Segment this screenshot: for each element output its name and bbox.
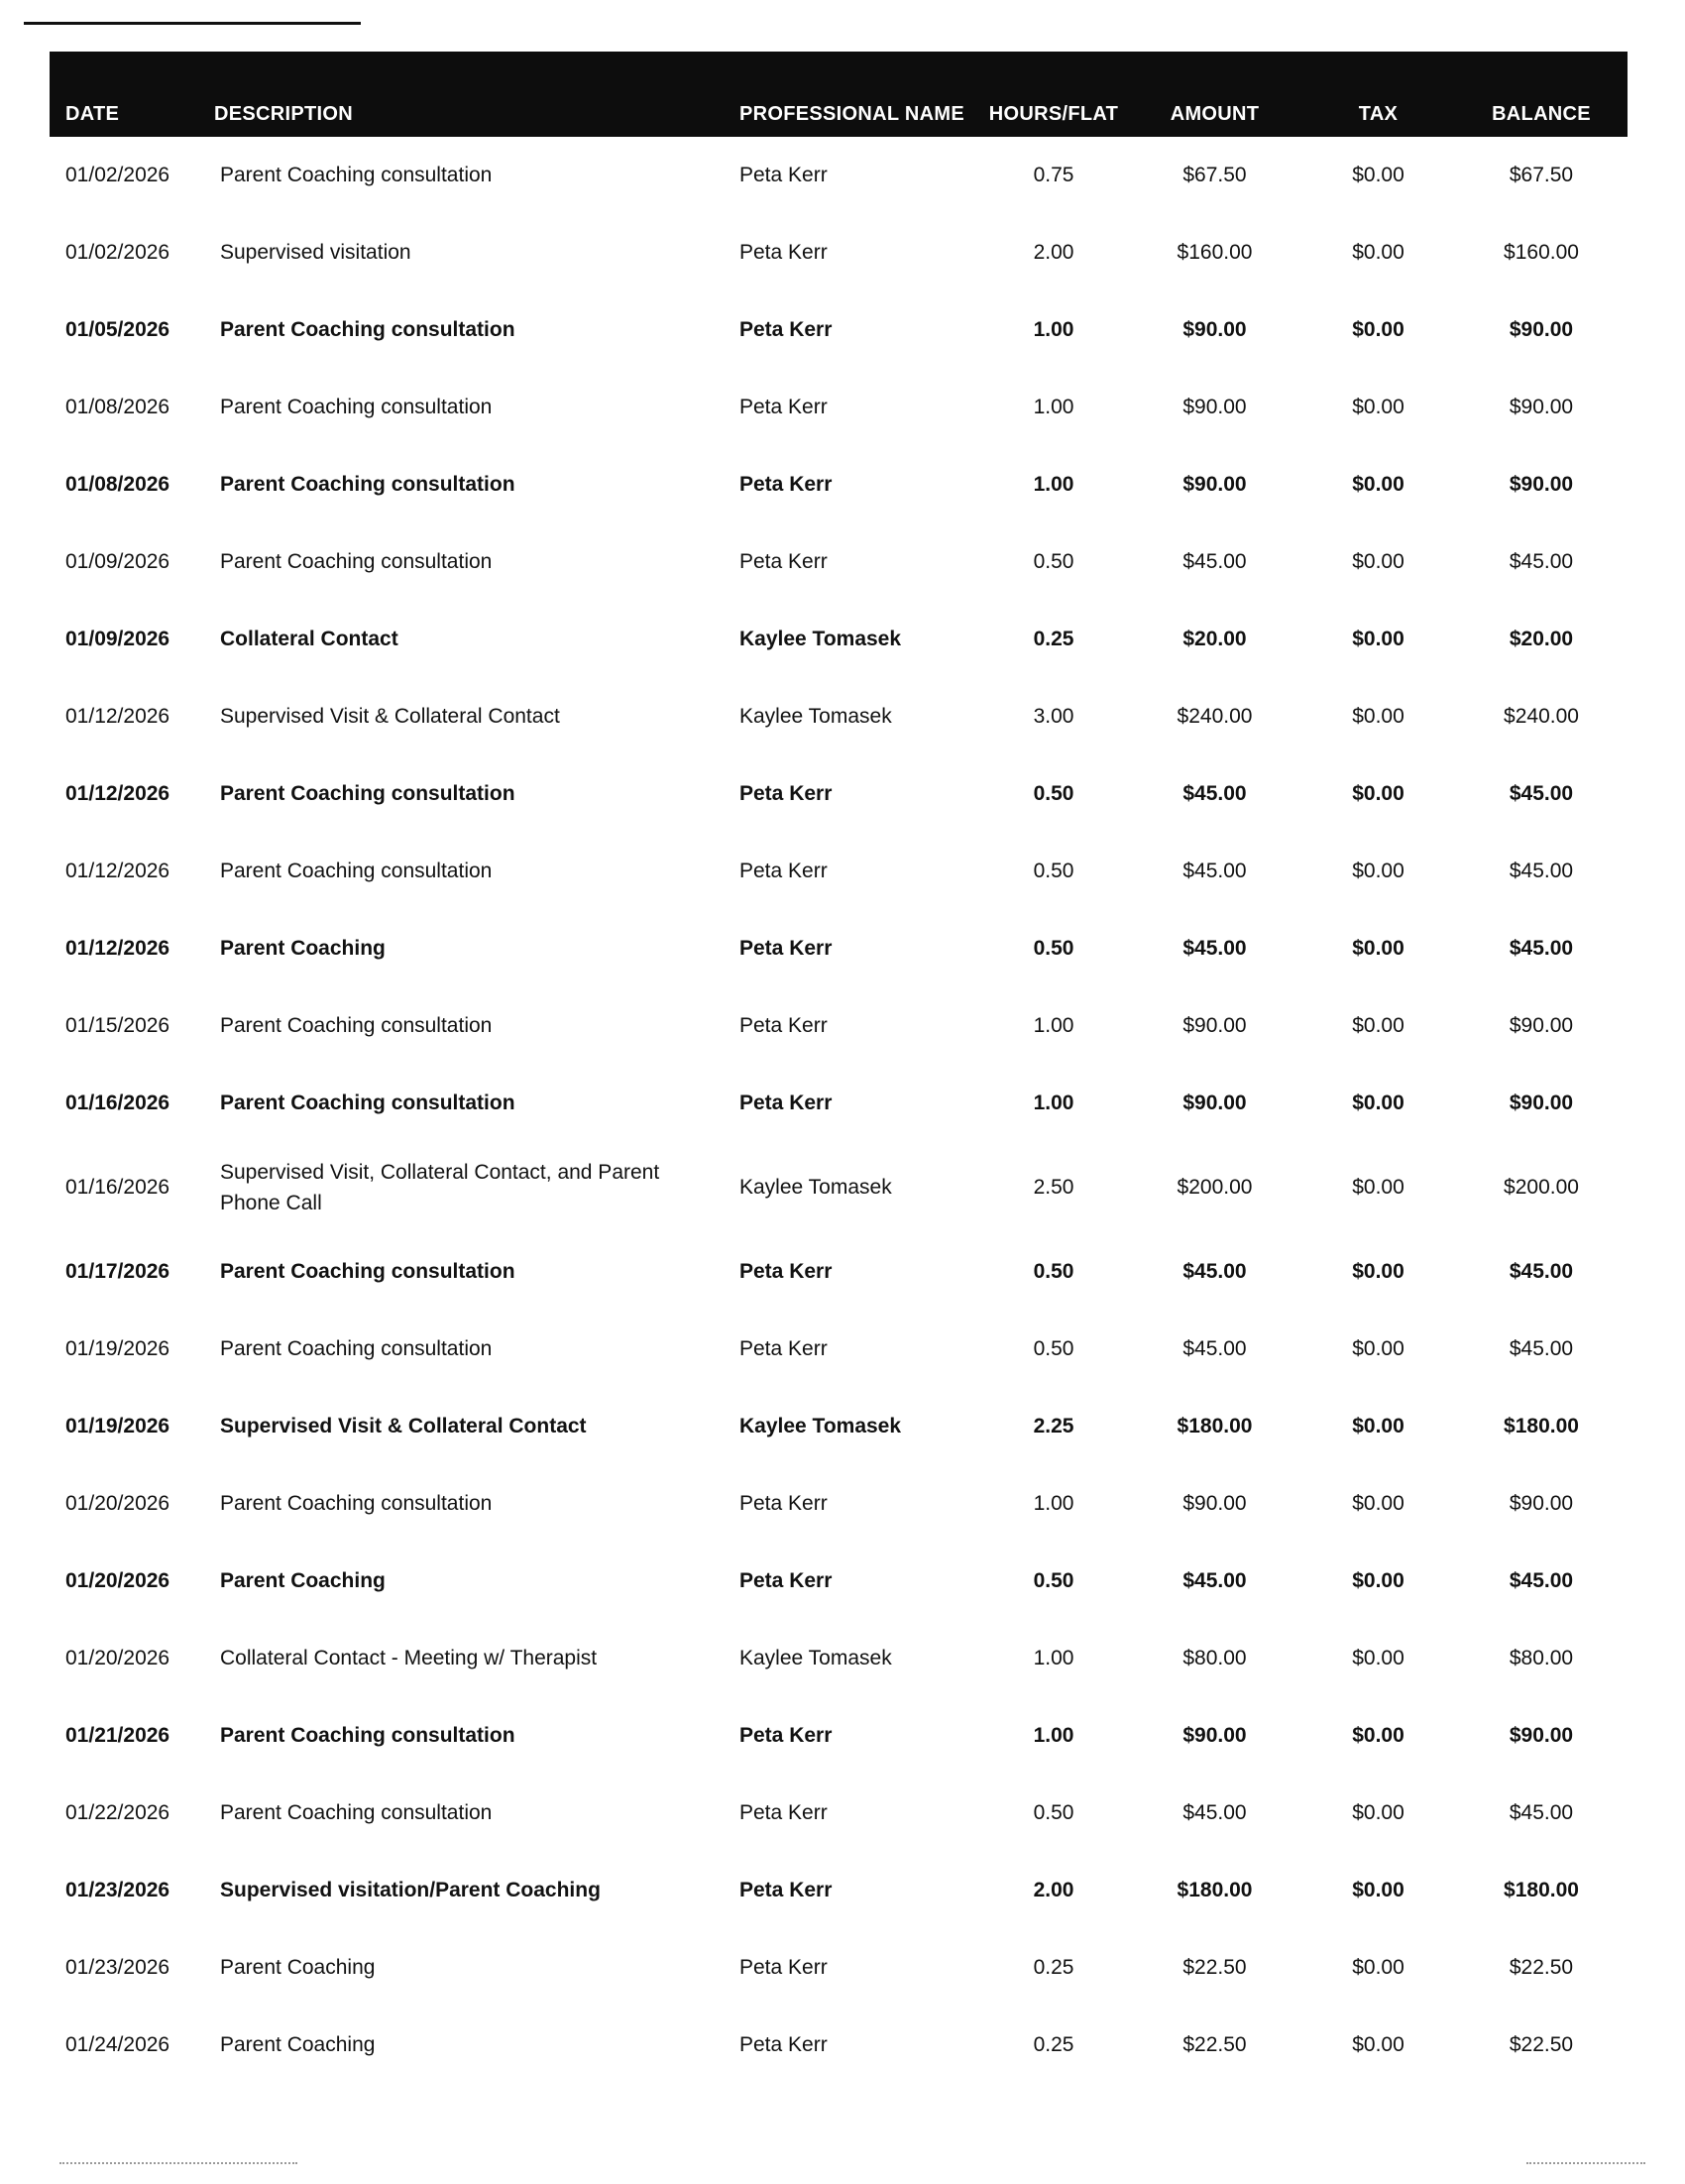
table-row <box>50 446 1628 523</box>
cell-professional-name: Peta Kerr <box>739 1260 833 1284</box>
cell-hours-flat: 0.50 <box>1033 1569 1074 1593</box>
cell-amount: $22.50 <box>1182 1956 1247 1980</box>
cell-amount: $45.00 <box>1182 1337 1247 1361</box>
cell-amount: $90.00 <box>1182 1092 1247 1115</box>
cell-professional-name: Peta Kerr <box>739 1801 828 1825</box>
cell-date: 01/19/2026 <box>65 1415 170 1438</box>
cell-hours-flat: 0.50 <box>1033 1260 1074 1284</box>
cell-balance: $200.00 <box>1504 1176 1579 1200</box>
cell-tax: $0.00 <box>1352 628 1404 651</box>
top-rule <box>24 22 361 25</box>
cell-description: Parent Coaching <box>220 2033 376 2057</box>
cell-tax: $0.00 <box>1352 550 1404 574</box>
cell-description: Parent Coaching <box>220 937 386 961</box>
table-row <box>50 601 1628 678</box>
cell-balance: $22.50 <box>1509 1956 1574 1980</box>
cell-tax: $0.00 <box>1352 1956 1404 1980</box>
table-row <box>50 1543 1628 1620</box>
cell-hours-flat: 1.00 <box>1033 1647 1074 1670</box>
cell-tax: $0.00 <box>1352 705 1404 729</box>
cell-hours-flat: 1.00 <box>1033 318 1074 342</box>
cell-professional-name: Peta Kerr <box>739 1956 828 1980</box>
table-row <box>50 1697 1628 1775</box>
cell-hours-flat: 1.00 <box>1033 1092 1074 1115</box>
cell-tax: $0.00 <box>1352 1260 1404 1284</box>
cell-professional-name: Peta Kerr <box>739 1879 833 1902</box>
cell-date: 01/23/2026 <box>65 1956 170 1980</box>
cell-balance: $45.00 <box>1509 1260 1574 1284</box>
cell-balance: $90.00 <box>1509 1092 1574 1115</box>
cell-amount: $45.00 <box>1182 937 1247 961</box>
cell-professional-name: Kaylee Tomasek <box>739 1176 892 1200</box>
cell-professional-name: Peta Kerr <box>739 860 828 883</box>
cell-date: 01/24/2026 <box>65 2033 170 2057</box>
cell-description: Collateral Contact - Meeting w/ Therapist <box>220 1647 598 1670</box>
cell-description: Parent Coaching consultation <box>220 1092 515 1115</box>
table-row <box>50 1311 1628 1388</box>
table-row <box>50 523 1628 601</box>
cell-balance: $90.00 <box>1509 473 1574 497</box>
cell-tax: $0.00 <box>1352 1176 1404 1200</box>
cell-balance: $45.00 <box>1509 937 1574 961</box>
cell-tax: $0.00 <box>1352 937 1404 961</box>
cell-professional-name: Peta Kerr <box>739 1014 828 1038</box>
cell-tax: $0.00 <box>1352 241 1404 265</box>
cell-tax: $0.00 <box>1352 1337 1404 1361</box>
table-row <box>50 1142 1628 1233</box>
cell-amount: $90.00 <box>1182 396 1247 419</box>
cell-amount: $90.00 <box>1182 1014 1247 1038</box>
cell-amount: $45.00 <box>1182 782 1247 806</box>
cell-hours-flat: 2.25 <box>1033 1415 1074 1438</box>
cell-hours-flat: 2.00 <box>1033 241 1074 265</box>
cell-description: Parent Coaching consultation <box>220 550 493 574</box>
cell-description: Supervised Visit & Collateral Contact <box>220 1415 587 1438</box>
cell-date: 01/16/2026 <box>65 1092 170 1115</box>
cell-date: 01/20/2026 <box>65 1647 170 1670</box>
cell-amount: $180.00 <box>1177 1879 1253 1902</box>
cell-description: Supervised Visit, Collateral Contact, and Parent Phone Call <box>220 1160 660 1214</box>
cell-description: Parent Coaching consultation <box>220 860 493 883</box>
cell-balance: $45.00 <box>1509 1801 1574 1825</box>
cell-description: Parent Coaching consultation <box>220 473 515 497</box>
cell-professional-name: Peta Kerr <box>739 550 828 574</box>
header-amount: AMOUNT <box>1128 52 1301 137</box>
cell-date: 01/22/2026 <box>65 1801 170 1825</box>
cell-tax: $0.00 <box>1352 1492 1404 1516</box>
cell-professional-name: Kaylee Tomasek <box>739 1415 902 1438</box>
cell-description: Supervised visitation <box>220 241 411 265</box>
cell-tax: $0.00 <box>1352 1092 1404 1115</box>
cell-description: Supervised Visit & Collateral Contact <box>220 705 560 729</box>
cell-date: 01/12/2026 <box>65 860 170 883</box>
cell-hours-flat: 0.50 <box>1033 1337 1074 1361</box>
cell-balance: $45.00 <box>1509 1569 1574 1593</box>
cell-amount: $67.50 <box>1182 164 1247 187</box>
cell-description: Parent Coaching consultation <box>220 318 515 342</box>
cell-description: Parent Coaching <box>220 1956 376 1980</box>
table-row <box>50 1775 1628 1852</box>
cell-hours-flat: 0.50 <box>1033 1801 1074 1825</box>
cell-hours-flat: 2.00 <box>1033 1879 1074 1902</box>
cell-balance: $90.00 <box>1509 396 1574 419</box>
cell-amount: $240.00 <box>1177 705 1253 729</box>
cell-balance: $180.00 <box>1504 1879 1579 1902</box>
cell-date: 01/05/2026 <box>65 318 170 342</box>
table-row <box>50 1929 1628 2007</box>
cell-balance: $22.50 <box>1509 2033 1574 2057</box>
header-professional-name: PROFESSIONAL NAME <box>731 52 979 137</box>
table-row <box>50 987 1628 1065</box>
cell-description: Parent Coaching consultation <box>220 164 493 187</box>
cell-hours-flat: 1.00 <box>1033 1492 1074 1516</box>
cell-date: 01/19/2026 <box>65 1337 170 1361</box>
cell-tax: $0.00 <box>1352 1569 1404 1593</box>
cell-description: Parent Coaching consultation <box>220 1260 515 1284</box>
cell-hours-flat: 2.50 <box>1033 1176 1074 1200</box>
cell-description: Parent Coaching consultation <box>220 1337 493 1361</box>
table-row <box>50 1852 1628 1929</box>
cell-date: 01/21/2026 <box>65 1724 170 1748</box>
cell-tax: $0.00 <box>1352 1647 1404 1670</box>
header-hours-flat: HOURS/FLAT <box>979 52 1128 137</box>
cell-professional-name: Peta Kerr <box>739 2033 828 2057</box>
table-row <box>50 678 1628 755</box>
cell-date: 01/17/2026 <box>65 1260 170 1284</box>
header-date: DATE <box>50 52 206 137</box>
cell-tax: $0.00 <box>1352 396 1404 419</box>
cell-tax: $0.00 <box>1352 782 1404 806</box>
cell-description: Parent Coaching consultation <box>220 1801 493 1825</box>
cell-hours-flat: 0.25 <box>1033 2033 1074 2057</box>
cell-description: Collateral Contact <box>220 628 398 651</box>
cell-hours-flat: 0.50 <box>1033 782 1074 806</box>
table-row <box>50 2007 1628 2084</box>
cell-tax: $0.00 <box>1352 2033 1404 2057</box>
cell-amount: $200.00 <box>1177 1176 1253 1200</box>
cell-date: 01/20/2026 <box>65 1569 170 1593</box>
cell-amount: $90.00 <box>1182 1492 1247 1516</box>
cell-professional-name: Peta Kerr <box>739 1724 833 1748</box>
cell-balance: $45.00 <box>1509 782 1574 806</box>
cell-hours-flat: 0.25 <box>1033 628 1074 651</box>
cell-amount: $22.50 <box>1182 2033 1247 2057</box>
cell-tax: $0.00 <box>1352 318 1404 342</box>
cell-tax: $0.00 <box>1352 860 1404 883</box>
cell-description: Parent Coaching consultation <box>220 1724 515 1748</box>
cell-amount: $180.00 <box>1177 1415 1253 1438</box>
cell-amount: $90.00 <box>1182 318 1247 342</box>
cell-amount: $90.00 <box>1182 473 1247 497</box>
cell-hours-flat: 0.50 <box>1033 937 1074 961</box>
cell-professional-name: Peta Kerr <box>739 473 833 497</box>
cell-amount: $45.00 <box>1182 1569 1247 1593</box>
cell-professional-name: Peta Kerr <box>739 1569 833 1593</box>
table-row <box>50 833 1628 910</box>
table-row <box>50 1065 1628 1142</box>
cell-balance: $45.00 <box>1509 1337 1574 1361</box>
header-row <box>50 52 1628 137</box>
cell-description: Parent Coaching consultation <box>220 782 515 806</box>
cell-tax: $0.00 <box>1352 473 1404 497</box>
cell-balance: $80.00 <box>1509 1647 1574 1670</box>
header-description: DESCRIPTION <box>206 52 731 137</box>
table-row <box>50 214 1628 291</box>
cell-professional-name: Peta Kerr <box>739 937 833 961</box>
cell-hours-flat: 1.00 <box>1033 473 1074 497</box>
cell-professional-name: Peta Kerr <box>739 1092 833 1115</box>
cell-hours-flat: 3.00 <box>1033 705 1074 729</box>
table-row <box>50 755 1628 833</box>
cell-balance: $90.00 <box>1509 1492 1574 1516</box>
cell-amount: $80.00 <box>1182 1647 1247 1670</box>
cell-date: 01/16/2026 <box>65 1176 170 1200</box>
cell-professional-name: Peta Kerr <box>739 241 828 265</box>
cell-description: Supervised visitation/Parent Coaching <box>220 1879 601 1902</box>
cell-description: Parent Coaching consultation <box>220 1014 493 1038</box>
cell-professional-name: Kaylee Tomasek <box>739 628 902 651</box>
cell-professional-name: Kaylee Tomasek <box>739 1647 892 1670</box>
cell-tax: $0.00 <box>1352 1724 1404 1748</box>
cell-date: 01/08/2026 <box>65 396 170 419</box>
cell-description: Parent Coaching consultation <box>220 396 493 419</box>
table-row <box>50 1620 1628 1697</box>
cell-date: 01/02/2026 <box>65 164 170 187</box>
table-row <box>50 1233 1628 1311</box>
cell-amount: $90.00 <box>1182 1724 1247 1748</box>
cell-balance: $20.00 <box>1509 628 1574 651</box>
cell-description: Parent Coaching consultation <box>220 1492 493 1516</box>
billing-ledger-table <box>50 52 1628 2084</box>
cell-balance: $90.00 <box>1509 1014 1574 1038</box>
cell-balance: $160.00 <box>1504 241 1579 265</box>
table-body <box>50 137 1628 2084</box>
table-row <box>50 369 1628 446</box>
cell-balance: $240.00 <box>1504 705 1579 729</box>
cell-balance: $67.50 <box>1509 164 1574 187</box>
cell-date: 01/02/2026 <box>65 241 170 265</box>
cell-professional-name: Peta Kerr <box>739 782 833 806</box>
table-row <box>50 1388 1628 1465</box>
cell-hours-flat: 0.25 <box>1033 1956 1074 1980</box>
cell-balance: $45.00 <box>1509 550 1574 574</box>
cell-date: 01/09/2026 <box>65 550 170 574</box>
cell-amount: $20.00 <box>1182 628 1247 651</box>
cell-professional-name: Peta Kerr <box>739 1492 828 1516</box>
cell-hours-flat: 0.50 <box>1033 550 1074 574</box>
cell-amount: $160.00 <box>1177 241 1253 265</box>
header-balance: BALANCE <box>1455 52 1628 137</box>
cell-hours-flat: 0.75 <box>1033 164 1074 187</box>
table-row <box>50 137 1628 214</box>
cell-tax: $0.00 <box>1352 1801 1404 1825</box>
footer-left-text <box>59 2162 297 2170</box>
table-row <box>50 1465 1628 1543</box>
cell-date: 01/23/2026 <box>65 1879 170 1902</box>
cell-date: 01/20/2026 <box>65 1492 170 1516</box>
cell-tax: $0.00 <box>1352 1415 1404 1438</box>
cell-description: Parent Coaching <box>220 1569 386 1593</box>
cell-amount: $45.00 <box>1182 550 1247 574</box>
cell-tax: $0.00 <box>1352 1014 1404 1038</box>
table-header <box>50 52 1628 137</box>
cell-hours-flat: 0.50 <box>1033 860 1074 883</box>
cell-balance: $90.00 <box>1509 1724 1574 1748</box>
cell-date: 01/09/2026 <box>65 628 170 651</box>
cell-balance: $45.00 <box>1509 860 1574 883</box>
cell-date: 01/15/2026 <box>65 1014 170 1038</box>
header-tax: TAX <box>1301 52 1455 137</box>
cell-hours-flat: 1.00 <box>1033 396 1074 419</box>
cell-tax: $0.00 <box>1352 1879 1404 1902</box>
footer-page-number <box>1526 2162 1645 2170</box>
cell-hours-flat: 1.00 <box>1033 1014 1074 1038</box>
table-row <box>50 910 1628 987</box>
cell-date: 01/12/2026 <box>65 782 170 806</box>
cell-balance: $90.00 <box>1509 318 1574 342</box>
cell-tax: $0.00 <box>1352 164 1404 187</box>
table-row <box>50 291 1628 369</box>
cell-professional-name: Peta Kerr <box>739 318 833 342</box>
cell-hours-flat: 1.00 <box>1033 1724 1074 1748</box>
cell-professional-name: Peta Kerr <box>739 1337 828 1361</box>
cell-amount: $45.00 <box>1182 1260 1247 1284</box>
cell-date: 01/08/2026 <box>65 473 170 497</box>
cell-date: 01/12/2026 <box>65 937 170 961</box>
cell-professional-name: Kaylee Tomasek <box>739 705 892 729</box>
cell-professional-name: Peta Kerr <box>739 164 828 187</box>
cell-professional-name: Peta Kerr <box>739 396 828 419</box>
cell-balance: $180.00 <box>1504 1415 1579 1438</box>
cell-date: 01/12/2026 <box>65 705 170 729</box>
cell-amount: $45.00 <box>1182 860 1247 883</box>
cell-amount: $45.00 <box>1182 1801 1247 1825</box>
